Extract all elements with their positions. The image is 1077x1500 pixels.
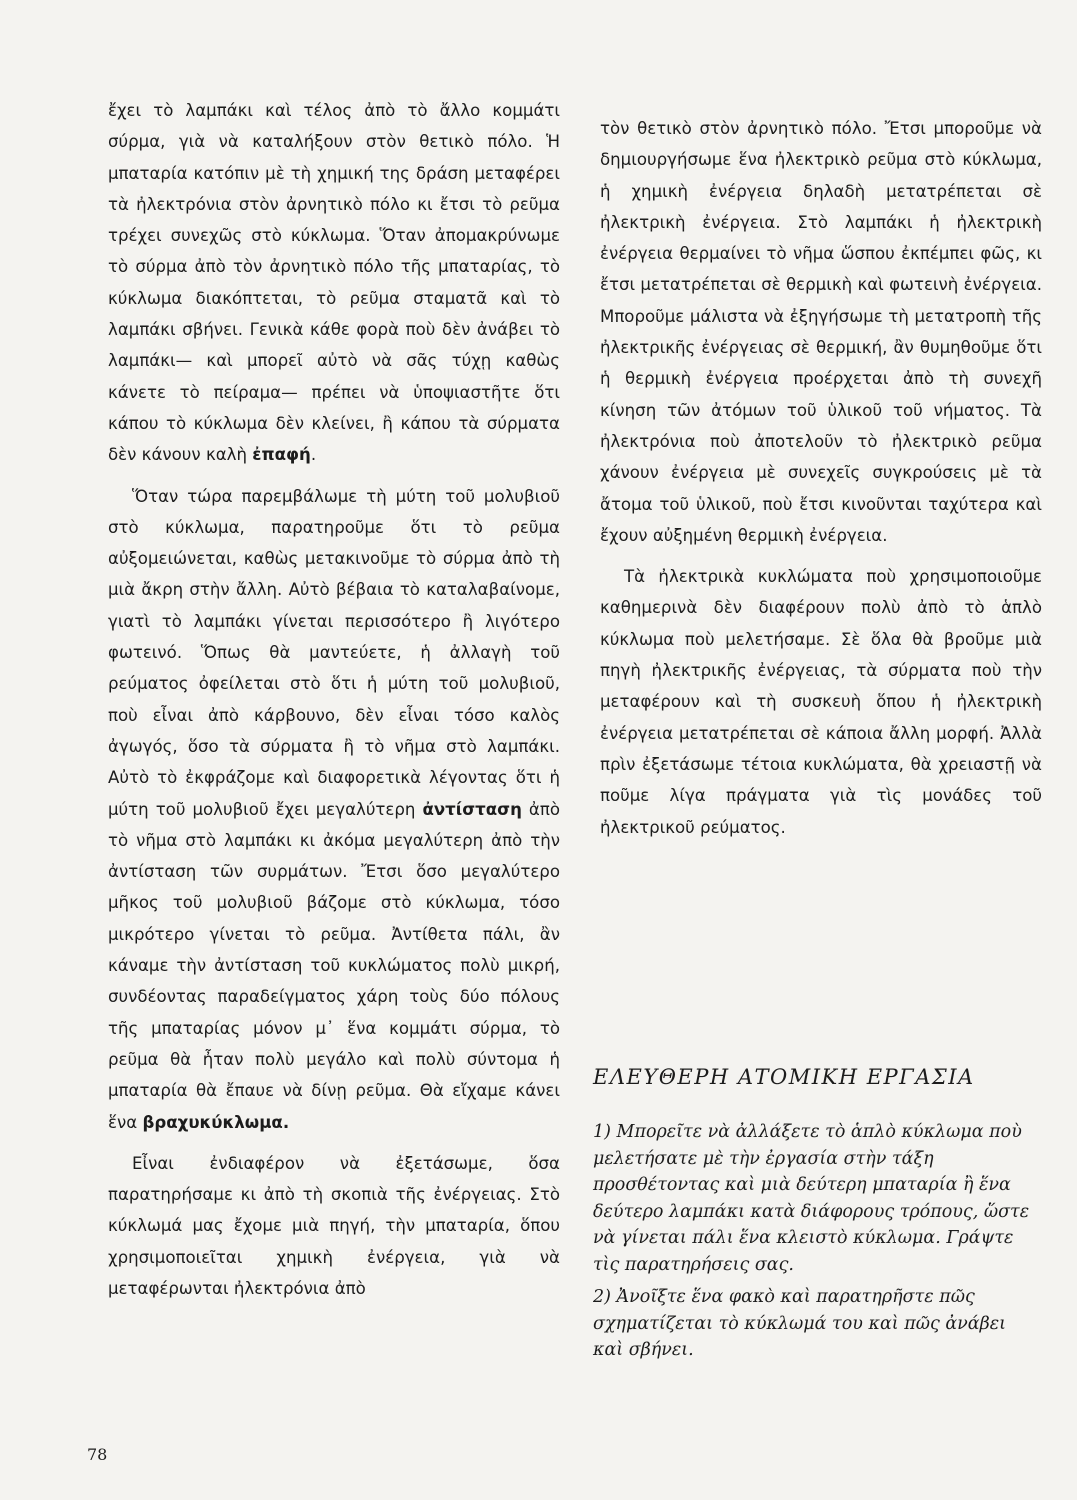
paragraph-text: ἀπὸ τὸ νῆμα στὸ λαμπάκι κι ἀκόμα μεγαλύτερη ἀπὸ τὴν ἀντίσταση τῶν συρμάτων. Ἔτσι ὅσο μεγαλύτερο μῆκος τοῦ μολυβιοῦ βάζομε στὸ κύκλωμα, τόσο μικρότερο γίνεται τὸ ρεῦμα. Ἀντίθετα πάλι, ἂν κάναμε τὴν ἀντίσταση τοῦ κυκλώματος πολὺ μικρή, συνδέοντας παραδείγματος χάρη τοὺς δύο πόλους τῆς μπαταρίας μόνον μ᾿ ἕνα κομμάτι σύρμα, τὸ ρεῦμα θὰ ἦταν πολὺ μεγάλο καὶ πολὺ σύντομα ἡ μπαταρία θὰ ἔπαυε νὰ δίνῃ ρεῦμα. Θὰ εἴχαμε κάνει ἕνα (108, 799, 560, 1132)
exercise-item: 2) Ἀνοῖξτε ἕνα φακὸ καὶ παρατηρῆστε πῶς σχηματίζεται τὸ κύκλωμά του καὶ πῶς ἀνάβει καὶ σβήνει. (593, 1287, 1006, 1360)
paragraph: Εἶναι ἐνδιαφέρον νὰ ἐξετάσωμε, ὅσα παρατηρήσαμε κι ἀπὸ τὴ σκοπιὰ τῆς ἐνέργειας. Στὸ κύκλωμά μας ἔχομε μιὰ πηγή, τὴν μπαταρία, ὅπου χρησιμοποιεῖται χημικὴ ἐνέργεια, γιὰ νὰ μεταφέρωνται ἠλεκτρόνια ἀπὸ (108, 1153, 560, 1298)
paragraph-text: . (310, 445, 317, 465)
paragraph (108, 95, 560, 471)
bold-term: βραχυκύκλωμα. (142, 1112, 290, 1132)
exercise-heading: ΕΛΕΥΘΕΡΗ ΑΤΟΜΙΚΗ ΕΡΓΑΣΙΑ (593, 1065, 975, 1089)
paragraph: Τὰ ἠλεκτρικὰ κυκλώματα ποὺ χρησιμοποιοῦμε καθημερινὰ δὲν διαφέρουν πολὺ ἀπὸ τὸ ἁπλὸ κύκλωμα ποὺ μελετήσαμε. Σὲ ὅλα θὰ βροῦμε μιὰ πηγὴ ἠλεκτρικῆς ἐνέργειας, τὰ σύρματα ποὺ τὴν μεταφέρουν καὶ τὴ συσκευὴ ὅπου ἡ ἠλεκτρικὴ ἐνέργεια μετατρέπεται σὲ κάποια ἄλλη μορφή. Ἀλλὰ πρὶν ἐξετάσωμε τέτοια κυκλώματα, θὰ χρειαστῇ νὰ ποῦμε λίγα πράγματα γιὰ τὶς μονάδες τοῦ ἠλεκτρικοῦ ρεύματος. (600, 567, 1042, 837)
paragraph-text: ἔχει τὸ λαμπάκι καὶ τέλος ἀπὸ τὸ ἄλλο κομμάτι σύρμα, γιὰ νὰ καταλήξουν στὸν θετικὸ πόλο. Ἡ μπαταρία κατόπιν μὲ τὴ χημική της δράση μεταφέρει τὰ ἠλεκτρόνια στὸν ἀρνητικὸ πόλο κι ἔτσι τὸ ρεῦμα τρέχει συνεχῶς στὸ κύκλωμα. Ὅταν ἀπομακρύνωμε τὸ σύρμα ἀπὸ τὸν ἀρνητικὸ πόλο τῆς μπαταρίας, τὸ κύκλωμα διακόπτεται, τὸ ρεῦμα σταματᾶ καὶ τὸ λαμπάκι σβήνει. Γενικὰ κάθε φορὰ ποὺ δὲν ἀνάβει τὸ λαμπάκι— καὶ μπορεῖ αὐτὸ νὰ σᾶς τύχῃ καθὼς κάνετε τὸ πείραμα— πρέπει νὰ ὑποψιαστῆτε ὅτι κάπου τὸ κύκλωμα δὲν κλείνει, ἢ κάπου τὰ σύρματα δὲν κάνουν καλὴ (108, 101, 560, 465)
left-column (108, 95, 560, 1314)
exercise-section (593, 1065, 1033, 1370)
bold-term: ἀντίσταση (422, 799, 522, 819)
paragraph-text: Ὅταν τώρα παρεμβάλωμε τὴ μύτη τοῦ μολυβιοῦ στὸ κύκλωμα, παρατηροῦμε ὅτι τὸ ρεῦμα αὐξομειώνεται, καθὼς μετακινοῦμε τὸ σύρμα ἀπὸ τὴ μιὰ ἄκρη στὴν ἄλλη. Αὐτὸ βέβαια τὸ καταλαβαίνομε, γιατὶ τὸ λαμπάκι γίνεται περισσότερο ἢ λιγότερο φωτεινό. Ὅπως θὰ μαντεύετε, ἡ ἀλλαγὴ τοῦ ρεύματος ὀφείλεται στὸ ὅτι ἡ μύτη τοῦ μολυβιοῦ, ποὺ εἶναι ἀπὸ κάρβουνο, δὲν εἶναι τόσο καλὸς ἀγωγός, ὅσο τὰ σύρματα ἢ τὸ νῆμα στὸ λαμπάκι. Αὐτὸ τὸ ἐκφράζομε καὶ διαφορετικὰ λέγοντας ὅτι ἡ μύτη τοῦ μολυβιοῦ ἔχει μεγαλύτερη (108, 486, 560, 819)
paragraph (108, 481, 560, 1138)
right-column (600, 113, 1042, 853)
paragraph: τὸν θετικὸ στὸν ἀρνητικὸ πόλο. Ἔτσι μποροῦμε νὰ δημιουργήσωμε ἕνα ἠλεκτρικὸ ρεῦμα στὸ κύκλωμα, ἡ χημικὴ ἐνέργεια δηλαδὴ μετατρέπεται σὲ ἠλεκτρικὴ ἐνέργεια. Στὸ λαμπάκι ἡ ἠλεκτρικὴ ἐνέργεια θερμαίνει τὸ νῆμα ὥσπου ἐκπέμπει φῶς, κι ἔτσι μετατρέπεται σὲ θερμικὴ καὶ φωτεινὴ ἐνέργεια. Μποροῦμε μάλιστα νὰ ἐξηγήσωμε τὴ μετατροπὴ τῆς ἠλεκτρικῆς ἐνέργειας σὲ θερμική, ἂν θυμηθοῦμε ὅτι ἡ θερμικὴ ἐνέργεια προέρχεται ἀπὸ τὴ συνεχῆ κίνηση τῶν ἀτόμων τοῦ ὑλικοῦ τοῦ νήματος. Τὰ ἠλεκτρόνια ποὺ ἀποτελοῦν τὸ ἠλεκτρικὸ ρεῦμα χάνουν ἐνέργεια μὲ συνεχεῖς συγκρούσεις μὲ τὰ ἄτομα τοῦ ὑλικοῦ, ποὺ ἔτσι κινοῦνται ταχύτερα καὶ ἔχουν αὐξημένη θερμικὴ ἐνέργεια. (600, 119, 1042, 545)
bold-term: ἐπαφή (252, 445, 311, 465)
page-number: 78 (87, 1445, 108, 1464)
exercise-item: 1) Μπορεῖτε νὰ ἀλλάξετε τὸ ἁπλὸ κύκλωμα ποὺ μελετήσατε μὲ τὴν ἐργασία στὴν τάξη προσθέτοντας καὶ μιὰ δεύτερη μπαταρία ἢ ἕνα δεύτερο λαμπάκι κατὰ διάφορους τρόπους, ὥστε νὰ γίνεται πάλι ἕνα κλειστὸ κύκλωμα. Γράψτε τὶς παρατηρήσεις σας. (593, 1122, 1030, 1275)
